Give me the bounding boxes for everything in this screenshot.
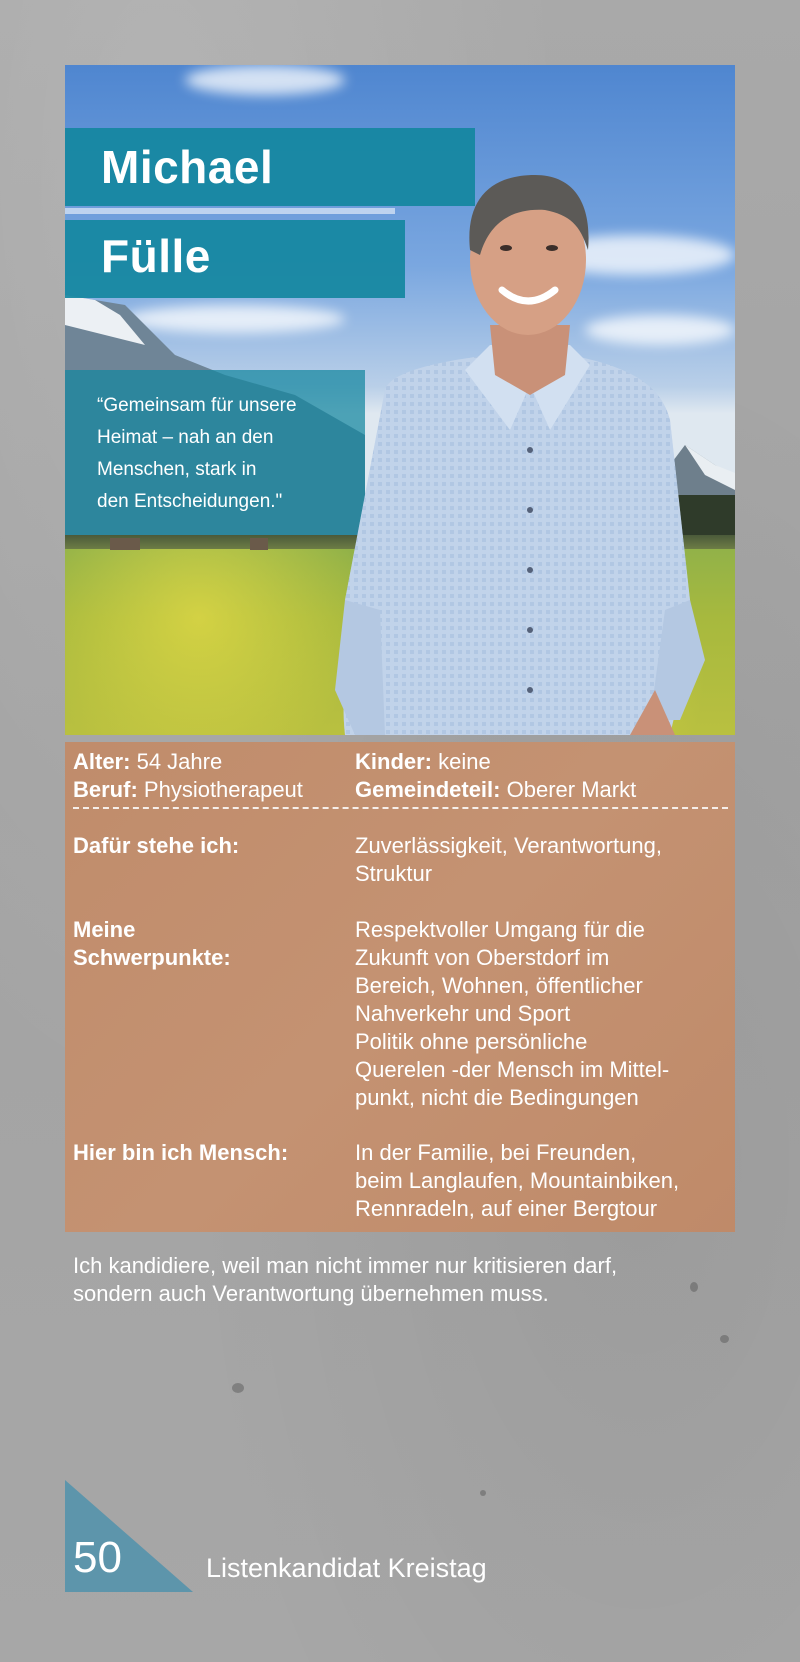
candidacy-motto [73,1252,753,1308]
human-line: In der Familie, bei Freunden, [355,1140,637,1165]
stand-line: Struktur [355,861,433,886]
age-value: 54 Jahre [136,749,223,774]
candidate-quote [97,390,347,518]
wall-speck [232,1383,244,1393]
focus-line: Zukunft von Oberstdorf im [355,945,610,970]
focus-label-line: Meine [73,917,136,942]
focus-line: punkt, nicht die Bedingungen [355,1085,639,1110]
footer-caption: Listenkandidat Kreistag [206,1553,487,1583]
focus-label [73,916,231,972]
kids-label: Kinder: [355,749,432,774]
stand-line: Zuverlässigkeit, Verantwortung, [355,833,662,858]
quote-line: Heimat – nah an den [97,427,274,448]
candidate-info-box [65,742,735,1232]
job-row [73,776,303,804]
motto-line: sondern auch Verantwortung übernehmen muss. [73,1281,549,1306]
district-label: Gemeindeteil: [355,777,501,802]
motto-line: Ich kandidiere, weil man nicht immer nur kritisieren darf, [73,1253,618,1278]
focus-label-line: Schwerpunkte: [73,945,231,970]
human-label: Hier bin ich Mensch: [73,1140,289,1165]
human-value [355,1139,730,1223]
hut [250,538,268,550]
district-row [355,776,636,804]
stand-value [355,832,730,888]
human-line: Rennradeln, auf einer Bergtour [355,1196,658,1221]
candidate-last-name: Fülle [101,230,211,282]
kids-value: keine [438,749,491,774]
candidate-first-name: Michael [101,141,274,193]
quote-line: Menschen, stark in [97,459,257,480]
dashed-divider [73,807,728,809]
candidate-portrait [330,130,710,735]
quote-line: “Gemeinsam für unsere [97,395,297,416]
focus-value [355,916,730,1112]
hut [110,538,140,550]
focus-line: Querelen -der Mensch im Mittel- [355,1057,670,1082]
job-value: Physiotherapeut [143,777,303,802]
focus-line: Politik ohne persönliche [355,1029,588,1054]
age-row [73,748,222,776]
focus-line: Respektvoller Umgang für die [355,917,645,942]
age-label: Alter: [73,749,131,774]
wall-speck [720,1335,729,1343]
stand-label: Dafür stehe ich: [73,833,240,858]
district-value: Oberer Markt [506,777,637,802]
focus-line: Bereich, Wohnen, öffentlicher [355,973,643,998]
wall-speck [480,1490,486,1496]
human-line: beim Langlaufen, Mountainbiken, [355,1168,680,1193]
page-number: 50 [73,1533,122,1582]
candidate-photo [65,65,735,735]
quote-line: den Entscheidungen." [97,491,283,512]
job-label: Beruf: [73,777,138,802]
kids-row [355,748,491,776]
focus-line: Nahverkehr und Sport [355,1001,571,1026]
